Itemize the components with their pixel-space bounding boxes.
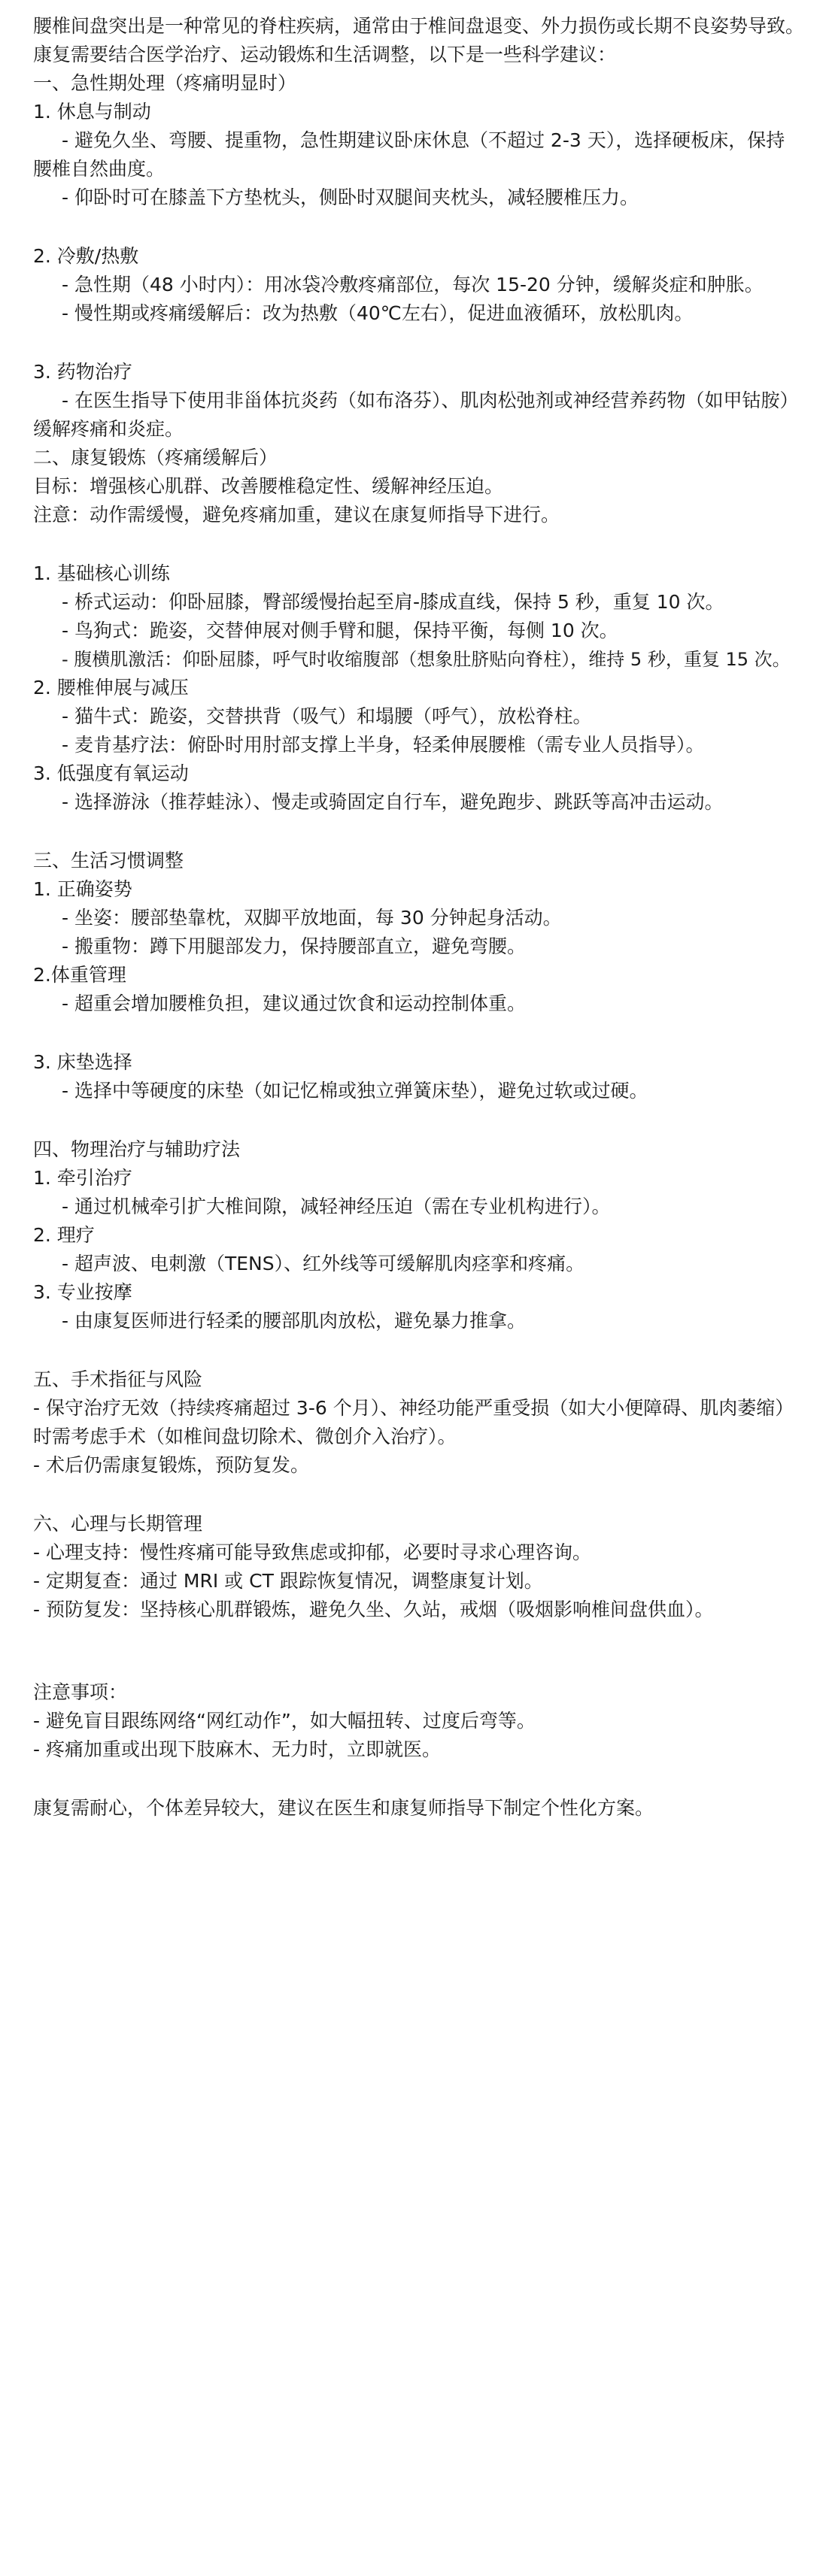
bullet-item: - 仰卧时可在膝盖下方垫枕头，侧卧时双腿间夹枕头，减轻腰椎压力。 xyxy=(62,186,639,208)
bullet-item: - 鸟狗式：跪姿，交替伸展对侧手臂和腿，保持平衡，每侧 10 次。 xyxy=(62,620,618,641)
bullet-item: - 疼痛加重或出现下肢麻木、无力时，立即就医。 xyxy=(33,1738,441,1760)
section-heading-4: 四、物理治疗与辅助疗法 xyxy=(33,1138,241,1160)
bullet-item: - 心理支持：慢性疼痛可能导致焦虑或抑郁，必要时寻求心理咨询。 xyxy=(33,1541,591,1563)
bullet-item: - 定期复查：通过 MRI 或 CT 跟踪恢复情况，调整康复计划。 xyxy=(33,1570,543,1592)
bullet-item: - 选择中等硬度的床垫（如记忆棉或独立弹簧床垫），避免过软或过硬。 xyxy=(62,1080,648,1102)
section-heading-3: 三、生活习惯调整 xyxy=(33,850,184,871)
bullet-item: - 超声波、电刺激（TENS）、红外线等可缓解肌肉痉挛和疼痛。 xyxy=(62,1253,585,1274)
bullet-item: - 猫牛式：跪姿，交替拱背（吸气）和塌腰（呼气），放松脊柱。 xyxy=(62,705,592,727)
list-heading: 3. 床垫选择 xyxy=(33,1051,132,1073)
bullet-continuation: 腰椎自然曲度。 xyxy=(33,158,165,180)
list-heading: 1. 休息与制动 xyxy=(33,101,151,123)
bullet-item: - 桥式运动：仰卧屈膝，臀部缓慢抬起至肩-膝成直线，保持 5 秒，重复 10 次。 xyxy=(62,591,724,613)
bullet-item: - 避免盲目跟练网络“网红动作”，如大幅扭转、过度后弯等。 xyxy=(33,1710,536,1732)
bullet-item: - 保守治疗无效（持续疼痛超过 3-6 个月）、神经功能严重受损（如大小便障碍、肌肉萎缩） xyxy=(33,1397,794,1419)
bullet-item: - 选择游泳（推荐蛙泳）、慢走或骑固定自行车，避免跑步、跳跃等高冲击运动。 xyxy=(62,791,724,813)
goal-line: 目标：增强核心肌群、改善腰椎稳定性、缓解神经压迫。 xyxy=(33,475,504,497)
list-heading: 1. 基础核心训练 xyxy=(33,562,170,584)
section-heading-1: 一、急性期处理（疼痛明显时） xyxy=(33,72,297,94)
closing-line: 康复需耐心，个体差异较大，建议在医生和康复师指导下制定个性化方案。 xyxy=(33,1797,654,1819)
intro-line-1: 腰椎间盘突出是一种常见的脊柱疾病，通常由于椎间盘退变、外力损伤或长期不良姿势导致。 xyxy=(33,15,805,37)
bullet-item: - 腹横肌激活：仰卧屈膝，呼气时收缩腹部（想象肚脐贴向脊柱），维持 5 秒，重复 15 次。 xyxy=(62,649,791,670)
bullet-item: - 麦肯基疗法：俯卧时用肘部支撑上半身，轻柔伸展腰椎（需专业人员指导）。 xyxy=(62,734,705,756)
bullet-continuation: 缓解疼痛和炎症。 xyxy=(33,418,184,440)
bullet-item: - 急性期（48 小时内）：用冰袋冷敷疼痛部位，每次 15-20 分钟，缓解炎症和肿胀。 xyxy=(62,274,764,295)
bullet-item: - 慢性期或疼痛缓解后：改为热敷（40℃左右），促进血液循环，放松肌肉。 xyxy=(62,302,694,324)
list-heading: 1. 正确姿势 xyxy=(33,878,132,900)
intro-line-2: 康复需要结合医学治疗、运动锻炼和生活调整，以下是一些科学建议： xyxy=(33,44,617,65)
bullet-item: - 超重会增加腰椎负担，建议通过饮食和运动控制体重。 xyxy=(62,993,526,1014)
note-line: 注意：动作需缓慢，避免疼痛加重，建议在康复师指导下进行。 xyxy=(33,504,560,526)
bullet-item: - 术后仍需康复锻炼，预防复发。 xyxy=(33,1454,309,1476)
list-heading: 3. 低强度有氧运动 xyxy=(33,762,189,784)
section-heading-6: 六、心理与长期管理 xyxy=(33,1513,203,1535)
bullet-item: - 搬重物：蹲下用腿部发力，保持腰部直立，避免弯腰。 xyxy=(62,935,526,957)
section-heading-5: 五、手术指征与风险 xyxy=(33,1368,203,1390)
section-heading-2: 二、康复锻炼（疼痛缓解后） xyxy=(33,447,278,468)
bullet-item: - 由康复医师进行轻柔的腰部肌肉放松，避免暴力推拿。 xyxy=(62,1310,526,1332)
list-heading: 1. 牵引治疗 xyxy=(33,1167,132,1189)
bullet-item: - 坐姿：腰部垫靠枕，双脚平放地面，每 30 分钟起身活动。 xyxy=(62,907,562,929)
list-heading: 2. 冷敷/热敷 xyxy=(33,245,139,267)
list-heading: 3. 专业按摩 xyxy=(33,1281,132,1303)
list-heading: 2. 腰椎伸展与减压 xyxy=(33,677,189,699)
notes-heading: 注意事项： xyxy=(33,1681,128,1703)
bullet-item: - 在医生指导下使用非甾体抗炎药（如布洛芬）、肌肉松弛剂或神经营养药物（如甲钴胺） xyxy=(62,389,799,411)
list-heading: 3. 药物治疗 xyxy=(33,361,132,383)
bullet-item: - 避免久坐、弯腰、提重物，急性期建议卧床休息（不超过 2-3 天），选择硬板床，保持 xyxy=(62,129,785,151)
bullet-item: - 通过机械牵引扩大椎间隙，减轻神经压迫（需在专业机构进行）。 xyxy=(62,1196,611,1217)
bullet-continuation: 时需考虑手术（如椎间盘切除术、微创介入治疗）。 xyxy=(33,1426,457,1447)
bullet-item: - 预防复发：坚持核心肌群锻炼，避免久坐、久站，戒烟（吸烟影响椎间盘供血）。 xyxy=(33,1599,714,1620)
list-heading: 2.体重管理 xyxy=(33,964,126,986)
list-heading: 2. 理疗 xyxy=(33,1224,95,1246)
